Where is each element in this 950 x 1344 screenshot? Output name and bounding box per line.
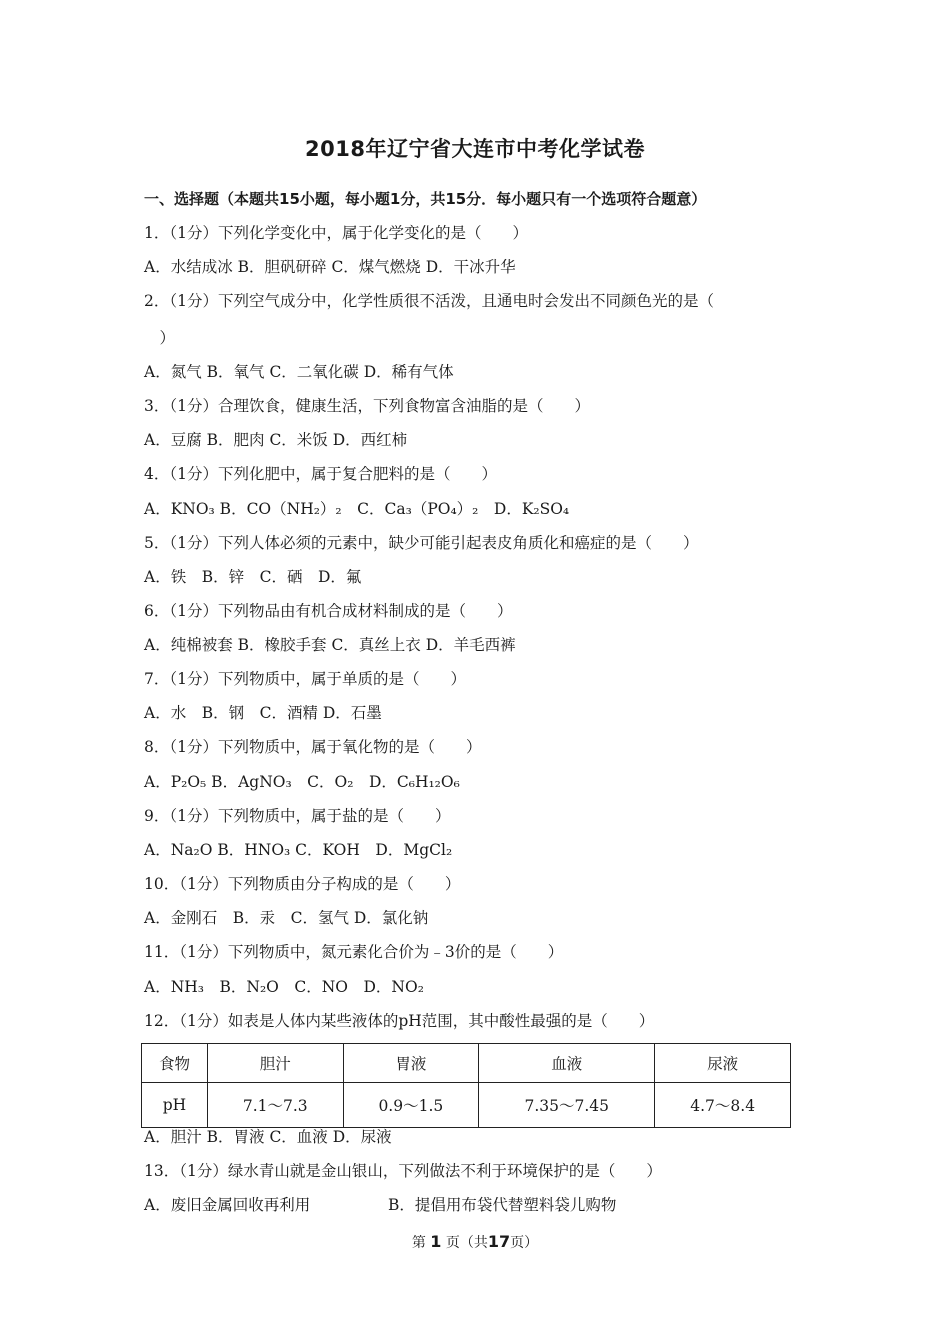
options-line: A．P₂O₅ B．AgNO₃ C．O₂ D．C₆H₁₂O₆ [144,773,460,791]
page-footer [0,1232,950,1252]
question-line: 2．（1分）下列空气成分中，化学性质很不活泼，且通电时会发出不同颜色光的是（ [144,292,714,310]
options-line: A．水结成冰 B．胆矾研碎 C．煤气燃烧 D．干冰升华 [144,258,516,276]
footer-mid: 页（共 [445,1235,488,1251]
options-line: A．KNO₃ B．CO（NH₂）₂ C．Ca₃（PO₄）₂ D．K₂SO₄ [144,500,570,518]
options-line: A．氮气 B．氧气 C．二氧化碳 D．稀有气体 [144,363,454,381]
question-line: 7．（1分）下列物质中，属于单质的是（ ） [144,670,466,688]
table-cell: 4.7～8.4 [655,1083,791,1128]
question-line: ） [144,329,176,347]
table-cell: 7.1～7.3 [207,1083,343,1128]
table-row [142,1083,791,1128]
options-line: A．纯棉被套 B．橡胶手套 C．真丝上衣 D．羊毛西裤 [144,636,516,654]
question-line: 12．（1分）如表是人体内某些液体的pH范围，其中酸性最强的是（ ） [144,1012,655,1030]
footer-pre: 第 [411,1235,426,1251]
table-cell: 胆汁 [207,1044,343,1083]
option-a: A．废旧金属回收再利用 [144,1196,311,1214]
table-cell: 7.35～7.45 [479,1083,655,1128]
options-line: A．胆汁 B．胃液 C．血液 D．尿液 [144,1128,392,1146]
page-number: 1 [430,1232,442,1251]
question-line: 9．（1分）下列物质中，属于盐的是（ ） [144,807,451,825]
question-line: 8．（1分）下列物质中，属于氧化物的是（ ） [144,738,482,756]
question-line: 5．（1分）下列人体必须的元素中，缺少可能引起表皮角质化和癌症的是（ ） [144,534,699,552]
options-line: A．水 B．钢 C．酒精 D．石墨 [144,704,382,722]
page-title: 2018年辽宁省大连市中考化学试卷 [305,137,645,161]
section-heading: 一、选择题（本题共15小题，每小题1分，共15分．每小题只有一个选项符合题意） [144,190,707,208]
ph-table [141,1043,791,1128]
question-line: 1．（1分）下列化学变化中，属于化学变化的是（ ） [144,224,528,242]
question-line: 11．（1分）下列物质中，氮元素化合价为﹣3价的是（ ） [144,943,564,961]
question-line: 3．（1分）合理饮食，健康生活，下列食物富含油脂的是（ ） [144,397,590,415]
table-cell: 尿液 [655,1044,791,1083]
table-cell: 0.9～1.5 [343,1083,479,1128]
footer-post: 页） [510,1235,539,1251]
options-line [388,1195,616,1215]
table-cell: 食物 [142,1044,208,1083]
options-line: A．铁 B．锌 C．硒 D．氟 [144,568,362,586]
question-line: 6．（1分）下列物品由有机合成材料制成的是（ ） [144,602,513,620]
options-line: A．Na₂O B．HNO₃ C．KOH D．MgCl₂ [144,841,453,859]
table-header-row [142,1044,791,1083]
table-cell: pH [142,1083,208,1128]
table-cell: 胃液 [343,1044,479,1083]
options-line: A．金刚石 B．汞 C．氢气 D．氯化钠 [144,909,429,927]
question-line: 10．（1分）下列物质由分子构成的是（ ） [144,875,461,893]
options-line: A．豆腐 B．肥肉 C．米饭 D．西红柿 [144,431,408,449]
total-pages: 17 [487,1232,511,1251]
options-line: A．NH₃ B．N₂O C．NO D．NO₂ [144,978,424,996]
question-line: 4．（1分）下列化肥中，属于复合肥料的是（ ） [144,465,497,483]
options-line [144,1195,310,1215]
table-cell: 血液 [479,1044,655,1083]
question-line: 13．（1分）绿水青山就是金山银山，下列做法不利于环境保护的是（ ） [144,1162,662,1180]
option-b: B．提倡用布袋代替塑料袋儿购物 [388,1196,617,1214]
